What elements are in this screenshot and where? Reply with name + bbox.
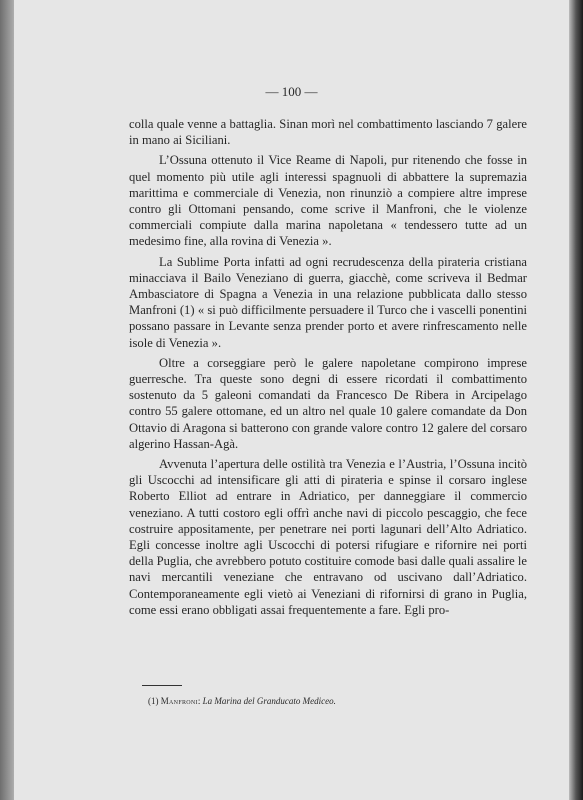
footnote-work-title: La Marina del Granducato Mediceo. (202, 696, 336, 706)
page-edge-shadow (569, 0, 583, 800)
body-text (129, 116, 527, 622)
footnote (148, 696, 528, 706)
page-number: — 100 — (265, 84, 318, 99)
paragraph: L’Ossuna ottenuto il Vice Reame di Napoli, pur ritenendo che fosse in quel momento più utile agli interessi spagnuoli di abbattere la supremazia marittima e commerciale di Venezia, non rinunziò a compiere altre imprese contro gli Ottomani pensando, come scrive il Manfroni, che le violenze commerciali compiute dalla marina napoletana « tendessero tutte ad un medesimo fine, alla rovina di Venezia ». (129, 153, 527, 249)
footnote-marker: (1) (148, 696, 159, 706)
footnote-separator: : (197, 696, 201, 706)
paragraph: Avvenuta l’apertura delle ostilità tra Venezia e l’Austria, l’Ossuna incitò gli Uscocchi ad intensificare gli atti di pirateria e spinse il corsaro inglese Roberto Elliot ad entrare in Adriatico, per danneggiare il commercio veneziano. A tutti costoro egli offrì anche navi di piccolo pescaggio, che fece costruire appositamente, per penetrare nei porti lagunari dell’Alto Adriatico. Egli concesse inoltre agli Uscocchi di potersi rifugiare e rifornire nei porti della Puglia, che avrebbero potuto costituire comode basi dalle quali assalire le navi mercantili veneziane che entravano od uscivano dall’Adriatico. Contemporaneamente egli vietò ai Veneziani di rifornirsi di grano in Puglia, come essi erano obbligati assai frequentemente a fare. Egli pro- (129, 457, 527, 617)
book-page (14, 0, 569, 800)
paragraph: Oltre a corseggiare però le galere napoletane compirono imprese guerresche. Tra queste sono degni di essere ricordati il combattimento sostenuto da 5 galeoni comandati da Francesco De Ribera in Arcipelago contro 55 galere ottomane, ed un altro nel quale 10 galere comandate da Don Ottavio di Aragona si batterono con grande valore contro 12 galere del corsaro algerino Hassan-Agà. (129, 355, 527, 451)
footnote-author: Manfroni (160, 696, 198, 706)
paragraph: colla quale venne a battaglia. Sinan morì nel combattimento lasciando 7 galere in mano ai Siciliani. (129, 117, 527, 148)
footnote-divider (142, 685, 182, 686)
paragraph: La Sublime Porta infatti ad ogni recrudescenza della pirateria cristiana minacciava il Bailo Veneziano di guerra, giacchè, come scriveva il Bedmar Ambasciatore di Spagna a Venezia in una relazione pubblicata dallo stesso Manfroni (1) « si può difficilmente persuadere il Turco che i vascelli ponentini possano passare in Levante senza prender porto et avere rinfrescamento nelle isole di Venezia ». (129, 254, 527, 350)
